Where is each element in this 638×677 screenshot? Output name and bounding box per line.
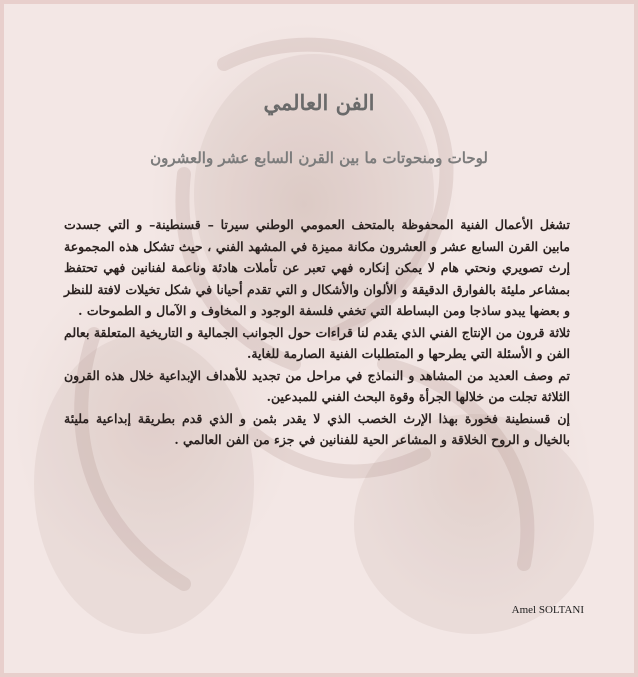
paragraph: إن قسنطينة فخورة بهذا الإرث الخصب الذي لا يقدر بثمن و الذي قدم بطريقة إبداعية مليئة بالخيال و الروح الخلاقة و المشاعر الحية للفنانين في جزء من الفن العالمي . [64,410,570,447]
page-subtitle: لوحات ومنحوتات ما بين القرن السابع عشر والعشرون [150,149,488,167]
author-signature: Amel SOLTANI [511,604,584,616]
body-text [64,214,570,451]
paragraph: تم وصف العديد من المشاهد و النماذج في مراحل من تجديد للأهداف الإبداعية خلال هذه القرون الثلاثة تجلت من خلالها الجرأة وقوة البحث الفني للمبدعين. [64,367,570,404]
paragraph: ثلاثة قرون من الإنتاج الفني الذي يقدم لنا قراءات حول الجوانب الجمالية و التاريخية المتعلقة بعالم الفن و الأسئلة التي يطرحها و المتطلبات الفنية الصارمة للغاية. [64,324,570,361]
paragraph: تشغل الأعمال الفنية المحفوظة بالمتحف العمومي الوطني سيرتا – قسنطينة– و التي جسدت مابين القرن السابع عشر و العشرون مكانة مميزة في المشهد الفني ، حيث تشكل هذه المجموعة إرث تصويري ونحتي هام لا يمكن إنكاره فهي تعبر عن تأملات هادئة وناعمة لفنانين فهي تحتفظ بمشاعر مليئة بالفوارق الدقيقة و الألوان والأشكال و التي تقدم أحيانا في شكل تخيلات لافتة للنظر و بعضها يبدو ساذجا ومن البساطة التي تخفي فلسفة الوجود و المخاوف و الآمال و الطموحات . [64,217,570,318]
page-title: الفن العالمي [263,90,375,115]
